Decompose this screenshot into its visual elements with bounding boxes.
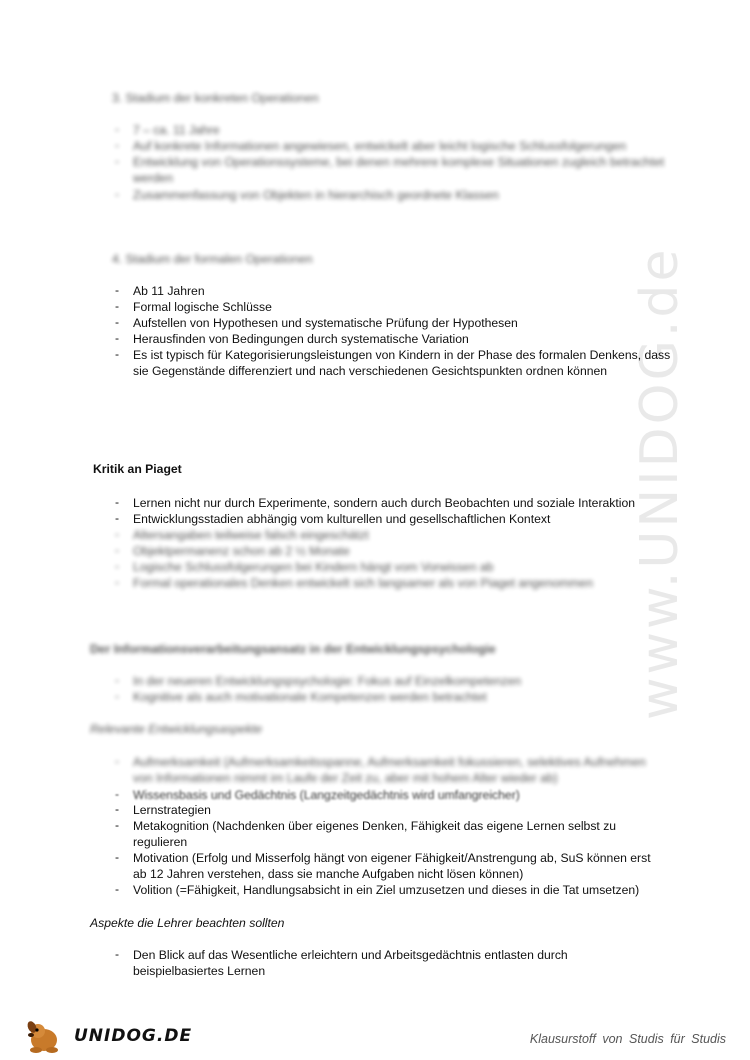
list-item: Es ist typisch für Kategorisierungsleistungen von Kindern in der Phase des formalen Denkens, dass [133,348,671,362]
dog-icon [22,1018,70,1054]
dash: - [115,315,120,329]
list-item: Formal operationales Denken entwickelt sich langsamer als von Piaget angenommen [133,576,593,590]
dash: - [115,299,120,313]
stage3-item: Zusammenfassung von Objekten in hierarchisch geordnete Klassen [133,188,499,202]
section-heading-info: Der Informationsverarbeitungsansatz in der Entwicklungspsychologie [90,642,496,656]
section-heading-kritik: Kritik an Piaget [93,462,182,476]
list-item: Aufmerksamkeit (Aufmerksamkeitsspanne, Aufmerksamkeit fokussieren, selektives Aufnehmen [133,755,646,769]
dash: - [115,850,120,864]
stage3-item: 7 – ca. 11 Jahre [133,123,220,137]
list-item: In der neueren Entwicklungspsychologie: Fokus auf Einzelkompetenzen [133,674,522,688]
subheading-teachers: Aspekte die Lehrer beachten sollten [90,916,285,930]
dash: - [115,187,120,201]
stage3-item: Entwicklung von Operationssysteme, bei denen mehrere komplexe Situationen zugleich betrachtet [133,155,665,169]
dash: - [115,754,120,768]
dash: - [115,673,120,687]
dash: - [115,543,120,557]
dash: - [115,575,120,589]
list-item: Logische Schlussfolgerungen bei Kindern hängt vom Vorwissen ab [133,560,494,574]
unidog-logo[interactable] [22,1018,192,1054]
dash: - [115,947,120,961]
list-item: von Informationen nimmt im Laufe der Zeit zu, aber mit hohem Alter wieder ab) [133,771,558,785]
dash: - [115,882,120,896]
subheading-relevant: Relevante Entwicklungsaspekte [90,722,263,736]
dash: - [115,802,120,816]
list-item: Volition (=Fähigkeit, Handlungsabsicht in ein Ziel umzusetzen und dieses in die Tat umsetzen) [133,883,640,897]
stage3-item: werden [133,171,173,185]
list-item: sie Gegenstände differenziert und nach verschiedenen Gesichtspunkten ordnen können [133,364,608,378]
list-item: Kognitive als auch motivationale Kompetenzen werden betrachtet [133,690,487,704]
dash: - [115,495,120,509]
dash: - [115,138,120,152]
list-item: Altersangaben teilweise falsch eingeschätzt [133,528,369,542]
list-item: Lernen nicht nur durch Experimente, sondern auch durch Beobachten und soziale Interaktion [133,496,636,510]
stage3-heading: 3. Stadium der konkreten Operationen [112,91,319,105]
dash: - [115,689,120,703]
list-item: regulieren [133,835,188,849]
dash: - [115,122,120,136]
list-item: Objektpermanenz schon ab 2 ½ Monate [133,544,350,558]
dash: - [115,331,120,345]
dash: - [115,511,120,525]
stage4-heading: 4. Stadium der formalen Operationen [112,252,313,266]
brand-name: UNIDOG.DE [74,1026,193,1046]
stage3-item: Auf konkrete Informationen angewiesen, entwickelt aber leicht logische Schlussfolgerungen [133,139,627,153]
list-item: Metakognition (Nachdenken über eigenes Denken, Fähigkeit das eigene Lernen selbst zu [133,819,617,833]
list-item: Herausfinden von Bedingungen durch systematische Variation [133,332,469,346]
footer-tagline: Klausurstoff von Studis für Studis [529,1032,726,1046]
dash: - [115,154,120,168]
dash: - [115,818,120,832]
list-item: Lernstrategien [133,803,211,817]
dash: - [115,559,120,573]
dash: - [115,347,120,361]
list-item: ab 12 Jahren verstehen, dass sie manche Aufgaben nicht lösen können) [133,867,524,881]
list-item: Aufstellen von Hypothesen und systematische Prüfung der Hypothesen [133,316,518,330]
dash: - [115,787,120,801]
list-item: beispielbasiertes Lernen [133,964,266,978]
list-item: Den Blick auf das Wesentliche erleichtern und Arbeitsgedächtnis entlasten durch [133,948,568,962]
list-item: Formal logische Schlüsse [133,300,272,314]
dash: - [115,527,120,541]
list-item: Motivation (Erfolg und Misserfolg hängt von eigener Fähigkeit/Anstrengung ab, SuS können erst [133,851,651,865]
dash: - [115,283,120,297]
list-item: Wissensbasis und Gedächtnis (Langzeitgedächtnis wird umfangreicher) [133,788,520,802]
list-item: Ab 11 Jahren [133,284,205,298]
watermark-text: www.UNIDOG.de [630,246,690,720]
list-item: Entwicklungsstadien abhängig vom kulturellen und gesellschaftlichen Kontext [133,512,551,526]
